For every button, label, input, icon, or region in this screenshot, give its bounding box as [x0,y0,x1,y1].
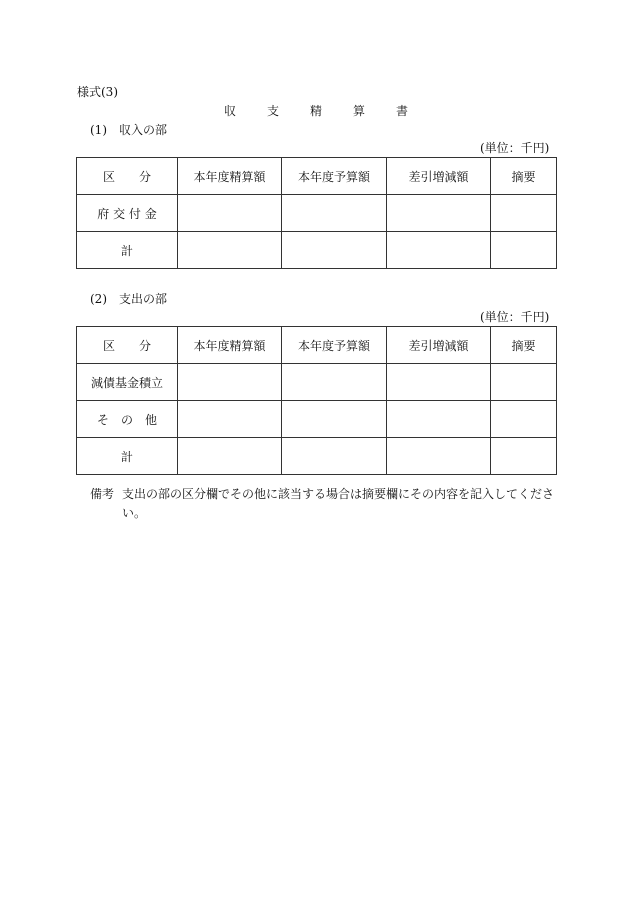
table-cell [491,364,557,401]
table-row [77,195,557,232]
header-category: 区 分 [77,158,178,195]
header-remarks: 摘要 [491,327,557,364]
table-cell [282,401,387,438]
table-cell [491,232,557,269]
table-cell [178,232,282,269]
title-char: 精 [310,104,323,118]
document-title [224,105,408,117]
table-cell [387,195,491,232]
table-cell [178,195,282,232]
expense-section-heading: (2) 支出の部 [90,292,167,306]
header-category: 区 分 [77,327,178,364]
table-header-row [77,158,557,195]
table-cell [491,401,557,438]
table-cell [282,195,387,232]
expense-unit-label: (単位：千円) [480,310,550,324]
table-cell [282,438,387,475]
table-cell [178,438,282,475]
row-label: 計 [77,232,178,269]
expense-table [76,326,557,475]
table-cell [387,401,491,438]
row-label: 計 [77,438,178,475]
header-difference: 差引増減額 [387,158,491,195]
title-char: 収 [224,104,237,118]
table-cell [387,232,491,269]
title-char: 支 [267,104,280,118]
remark-text: 支出の部の区分欄でその他に該当する場合は摘要欄にその内容を記入してください。 [122,487,555,520]
table-cell [491,438,557,475]
table-header-row [77,327,557,364]
remark-note [90,485,560,523]
income-section-heading: (1) 収入の部 [90,123,167,137]
remark-label: 備考 [90,487,115,501]
form-number-label: 様式(3) [77,85,118,99]
table-cell [491,195,557,232]
table-row [77,232,557,269]
table-row [77,401,557,438]
row-label: 府 交 付 金 [77,195,178,232]
table-row [77,438,557,475]
table-cell [282,232,387,269]
header-budget-amount: 本年度予算額 [282,158,387,195]
income-table [76,157,557,269]
header-remarks: 摘要 [491,158,557,195]
header-settled-amount: 本年度精算額 [178,158,282,195]
table-cell [178,364,282,401]
table-cell [387,364,491,401]
row-label: そ の 他 [77,401,178,438]
income-unit-label: (単位：千円) [480,141,550,155]
title-char: 書 [396,104,409,118]
title-char: 算 [353,104,366,118]
table-cell [282,364,387,401]
header-budget-amount: 本年度予算額 [282,327,387,364]
header-settled-amount: 本年度精算額 [178,327,282,364]
header-difference: 差引増減額 [387,327,491,364]
table-row [77,364,557,401]
row-label: 減債基金積立 [77,364,178,401]
table-cell [387,438,491,475]
table-cell [178,401,282,438]
